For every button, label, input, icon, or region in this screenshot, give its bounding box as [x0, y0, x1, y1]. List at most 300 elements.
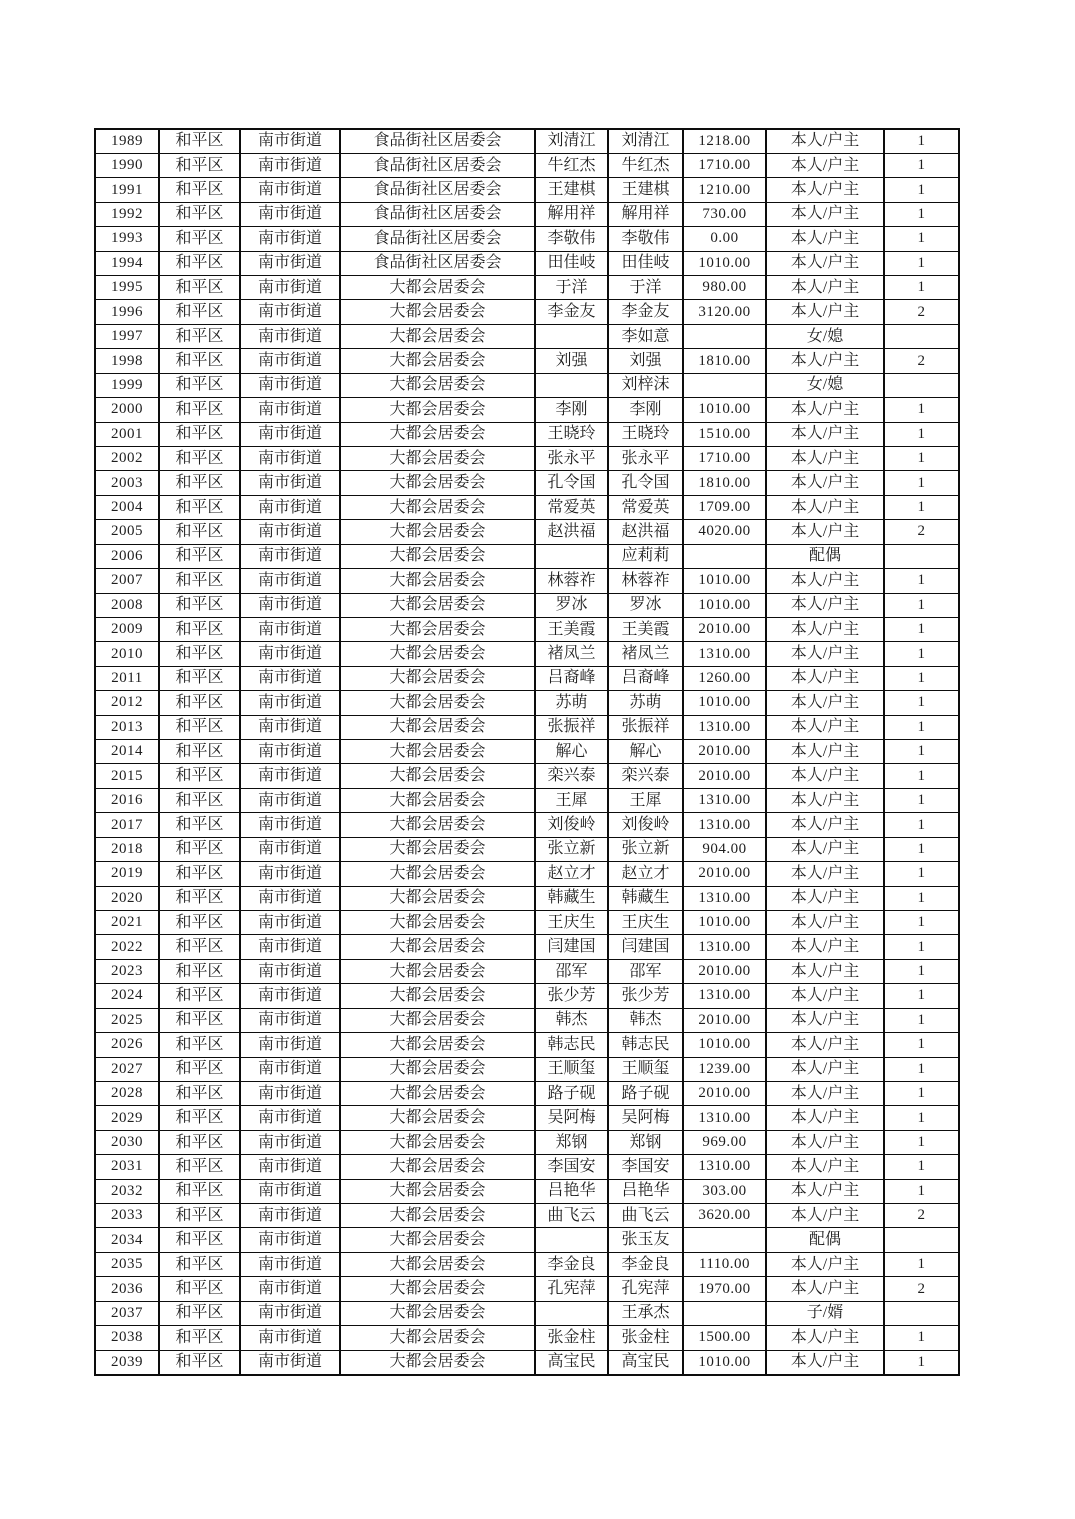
cell-member-name: 李刚 — [608, 398, 683, 422]
cell-serial: 2016 — [95, 788, 159, 812]
cell-relation: 本人/户主 — [766, 691, 884, 715]
cell-street: 南市街道 — [240, 911, 340, 935]
cell-amount — [683, 544, 766, 568]
cell-applicant-name: 李金良 — [535, 1252, 608, 1276]
cell-committee: 大都会居委会 — [340, 617, 535, 641]
cell-member-name: 于洋 — [608, 276, 683, 300]
cell-member-name: 王庆生 — [608, 911, 683, 935]
cell-relation: 本人/户主 — [766, 446, 884, 470]
cell-committee: 大都会居委会 — [340, 837, 535, 861]
cell-amount — [683, 1301, 766, 1325]
cell-amount: 303.00 — [683, 1179, 766, 1203]
cell-serial: 1990 — [95, 153, 159, 177]
table-row — [95, 788, 959, 812]
cell-district: 和平区 — [159, 129, 240, 153]
cell-household-count: 1 — [884, 764, 959, 788]
cell-district: 和平区 — [159, 569, 240, 593]
cell-street: 南市街道 — [240, 1033, 340, 1057]
cell-applicant-name: 韩杰 — [535, 1008, 608, 1032]
cell-serial: 1989 — [95, 129, 159, 153]
cell-committee: 食品街社区居委会 — [340, 178, 535, 202]
cell-street: 南市街道 — [240, 1228, 340, 1252]
cell-applicant-name: 曲飞云 — [535, 1204, 608, 1228]
table-row — [95, 398, 959, 422]
cell-street: 南市街道 — [240, 422, 340, 446]
cell-applicant-name: 苏萌 — [535, 691, 608, 715]
cell-serial: 2004 — [95, 495, 159, 519]
cell-amount: 2010.00 — [683, 764, 766, 788]
cell-member-name: 栾兴泰 — [608, 764, 683, 788]
cell-amount: 4020.00 — [683, 520, 766, 544]
cell-member-name: 张立新 — [608, 837, 683, 861]
cell-amount: 730.00 — [683, 202, 766, 226]
cell-committee: 大都会居委会 — [340, 1301, 535, 1325]
cell-applicant-name: 刘清江 — [535, 129, 608, 153]
cell-applicant-name — [535, 1301, 608, 1325]
cell-street: 南市街道 — [240, 1130, 340, 1154]
cell-household-count: 1 — [884, 862, 959, 886]
cell-relation: 本人/户主 — [766, 1033, 884, 1057]
cell-serial: 2011 — [95, 666, 159, 690]
cell-household-count: 1 — [884, 446, 959, 470]
cell-street: 南市街道 — [240, 1252, 340, 1276]
cell-serial: 1999 — [95, 373, 159, 397]
cell-applicant-name: 李金友 — [535, 300, 608, 324]
cell-member-name: 王犀 — [608, 788, 683, 812]
cell-district: 和平区 — [159, 471, 240, 495]
cell-household-count: 2 — [884, 1277, 959, 1301]
cell-household-count: 1 — [884, 886, 959, 910]
cell-street: 南市街道 — [240, 642, 340, 666]
table-row — [95, 959, 959, 983]
cell-street: 南市街道 — [240, 251, 340, 275]
cell-district: 和平区 — [159, 813, 240, 837]
cell-committee: 大都会居委会 — [340, 1033, 535, 1057]
cell-amount: 1970.00 — [683, 1277, 766, 1301]
cell-amount: 1810.00 — [683, 349, 766, 373]
cell-amount: 1239.00 — [683, 1057, 766, 1081]
table-row — [95, 495, 959, 519]
cell-applicant-name: 韩藏生 — [535, 886, 608, 910]
cell-household-count: 1 — [884, 911, 959, 935]
table-row — [95, 544, 959, 568]
table-row — [95, 1081, 959, 1105]
cell-household-count: 1 — [884, 1081, 959, 1105]
cell-street: 南市街道 — [240, 740, 340, 764]
cell-applicant-name: 郑钢 — [535, 1130, 608, 1154]
cell-amount: 1010.00 — [683, 1033, 766, 1057]
cell-amount: 1010.00 — [683, 911, 766, 935]
cell-committee: 大都会居委会 — [340, 862, 535, 886]
cell-applicant-name: 吴阿梅 — [535, 1106, 608, 1130]
cell-member-name: 应莉莉 — [608, 544, 683, 568]
cell-street: 南市街道 — [240, 153, 340, 177]
cell-district: 和平区 — [159, 1106, 240, 1130]
cell-amount — [683, 373, 766, 397]
cell-member-name: 李如意 — [608, 324, 683, 348]
cell-committee: 大都会居委会 — [340, 495, 535, 519]
cell-committee: 食品街社区居委会 — [340, 251, 535, 275]
cell-relation: 本人/户主 — [766, 1326, 884, 1350]
cell-amount: 2010.00 — [683, 959, 766, 983]
table-row — [95, 1204, 959, 1228]
cell-amount: 1310.00 — [683, 1155, 766, 1179]
cell-serial: 2008 — [95, 593, 159, 617]
cell-household-count: 1 — [884, 495, 959, 519]
cell-committee: 大都会居委会 — [340, 471, 535, 495]
cell-street: 南市街道 — [240, 324, 340, 348]
cell-street: 南市街道 — [240, 837, 340, 861]
cell-applicant-name: 孔令国 — [535, 471, 608, 495]
cell-relation: 本人/户主 — [766, 1057, 884, 1081]
cell-applicant-name: 张金柱 — [535, 1326, 608, 1350]
cell-district: 和平区 — [159, 520, 240, 544]
cell-applicant-name: 高宝民 — [535, 1350, 608, 1374]
cell-committee: 大都会居委会 — [340, 764, 535, 788]
cell-serial: 2010 — [95, 642, 159, 666]
cell-relation: 本人/户主 — [766, 1008, 884, 1032]
cell-member-name: 刘清江 — [608, 129, 683, 153]
cell-committee: 大都会居委会 — [340, 276, 535, 300]
cell-relation: 子/婿 — [766, 1301, 884, 1325]
cell-district: 和平区 — [159, 788, 240, 812]
cell-serial: 2039 — [95, 1350, 159, 1374]
cell-serial: 2028 — [95, 1081, 159, 1105]
cell-relation: 本人/户主 — [766, 813, 884, 837]
cell-committee: 大都会居委会 — [340, 911, 535, 935]
cell-relation: 本人/户主 — [766, 520, 884, 544]
cell-serial: 2020 — [95, 886, 159, 910]
table-row — [95, 1301, 959, 1325]
table-row — [95, 227, 959, 251]
cell-serial: 2009 — [95, 617, 159, 641]
cell-applicant-name: 李刚 — [535, 398, 608, 422]
cell-applicant-name: 于洋 — [535, 276, 608, 300]
cell-district: 和平区 — [159, 740, 240, 764]
cell-serial: 2036 — [95, 1277, 159, 1301]
table-row — [95, 471, 959, 495]
cell-household-count: 1 — [884, 1008, 959, 1032]
cell-district: 和平区 — [159, 617, 240, 641]
cell-applicant-name: 田佳岐 — [535, 251, 608, 275]
cell-applicant-name: 张永平 — [535, 446, 608, 470]
cell-applicant-name: 孔宪萍 — [535, 1277, 608, 1301]
cell-household-count: 1 — [884, 617, 959, 641]
cell-street: 南市街道 — [240, 813, 340, 837]
cell-relation: 本人/户主 — [766, 422, 884, 446]
cell-household-count: 2 — [884, 300, 959, 324]
cell-household-count: 1 — [884, 740, 959, 764]
cell-district: 和平区 — [159, 1057, 240, 1081]
table-row — [95, 837, 959, 861]
cell-serial: 1998 — [95, 349, 159, 373]
cell-amount: 0.00 — [683, 227, 766, 251]
cell-amount: 1010.00 — [683, 251, 766, 275]
cell-member-name: 韩藏生 — [608, 886, 683, 910]
cell-relation: 本人/户主 — [766, 178, 884, 202]
cell-district: 和平区 — [159, 1277, 240, 1301]
cell-amount: 1110.00 — [683, 1252, 766, 1276]
cell-district: 和平区 — [159, 544, 240, 568]
cell-district: 和平区 — [159, 862, 240, 886]
cell-district: 和平区 — [159, 422, 240, 446]
cell-household-count: 1 — [884, 398, 959, 422]
cell-relation: 本人/户主 — [766, 984, 884, 1008]
cell-relation: 本人/户主 — [766, 837, 884, 861]
cell-amount: 969.00 — [683, 1130, 766, 1154]
cell-street: 南市街道 — [240, 1277, 340, 1301]
cell-amount — [683, 324, 766, 348]
table-row — [95, 1057, 959, 1081]
cell-member-name: 褚凤兰 — [608, 642, 683, 666]
cell-committee: 大都会居委会 — [340, 1008, 535, 1032]
cell-member-name: 闫建国 — [608, 935, 683, 959]
cell-household-count: 1 — [884, 1155, 959, 1179]
cell-relation: 本人/户主 — [766, 349, 884, 373]
cell-applicant-name — [535, 324, 608, 348]
cell-street: 南市街道 — [240, 569, 340, 593]
cell-street: 南市街道 — [240, 984, 340, 1008]
cell-committee: 大都会居委会 — [340, 520, 535, 544]
cell-applicant-name — [535, 373, 608, 397]
cell-member-name: 苏萌 — [608, 691, 683, 715]
cell-amount: 1709.00 — [683, 495, 766, 519]
cell-serial: 2000 — [95, 398, 159, 422]
table-row — [95, 520, 959, 544]
cell-district: 和平区 — [159, 1130, 240, 1154]
cell-district: 和平区 — [159, 153, 240, 177]
table-row — [95, 715, 959, 739]
cell-relation: 本人/户主 — [766, 251, 884, 275]
cell-member-name: 解心 — [608, 740, 683, 764]
cell-amount: 2010.00 — [683, 617, 766, 641]
cell-household-count: 1 — [884, 227, 959, 251]
cell-committee: 大都会居委会 — [340, 935, 535, 959]
cell-committee: 大都会居委会 — [340, 593, 535, 617]
cell-committee: 大都会居委会 — [340, 1106, 535, 1130]
cell-member-name: 路子砚 — [608, 1081, 683, 1105]
cell-district: 和平区 — [159, 642, 240, 666]
cell-committee: 大都会居委会 — [340, 569, 535, 593]
table-row — [95, 1106, 959, 1130]
cell-amount: 2010.00 — [683, 862, 766, 886]
cell-district: 和平区 — [159, 251, 240, 275]
cell-applicant-name: 王庆生 — [535, 911, 608, 935]
cell-relation: 本人/户主 — [766, 276, 884, 300]
cell-applicant-name: 王犀 — [535, 788, 608, 812]
cell-serial: 2021 — [95, 911, 159, 935]
cell-relation: 本人/户主 — [766, 300, 884, 324]
cell-street: 南市街道 — [240, 1057, 340, 1081]
cell-district: 和平区 — [159, 1252, 240, 1276]
cell-committee: 大都会居委会 — [340, 642, 535, 666]
cell-amount: 1310.00 — [683, 935, 766, 959]
cell-amount: 2010.00 — [683, 1081, 766, 1105]
cell-serial: 2034 — [95, 1228, 159, 1252]
table-row — [95, 1179, 959, 1203]
cell-serial: 2030 — [95, 1130, 159, 1154]
cell-committee: 大都会居委会 — [340, 422, 535, 446]
cell-district: 和平区 — [159, 886, 240, 910]
cell-relation: 本人/户主 — [766, 129, 884, 153]
cell-serial: 2025 — [95, 1008, 159, 1032]
cell-member-name: 田佳岐 — [608, 251, 683, 275]
cell-committee: 大都会居委会 — [340, 373, 535, 397]
cell-relation: 本人/户主 — [766, 471, 884, 495]
cell-relation: 本人/户主 — [766, 593, 884, 617]
cell-serial: 1991 — [95, 178, 159, 202]
cell-relation: 女/媳 — [766, 373, 884, 397]
cell-relation: 本人/户主 — [766, 1106, 884, 1130]
cell-applicant-name: 解用祥 — [535, 202, 608, 226]
cell-district: 和平区 — [159, 1326, 240, 1350]
cell-serial: 2019 — [95, 862, 159, 886]
cell-district: 和平区 — [159, 398, 240, 422]
cell-district: 和平区 — [159, 1350, 240, 1374]
cell-household-count: 2 — [884, 1204, 959, 1228]
table-row — [95, 153, 959, 177]
cell-committee: 大都会居委会 — [340, 788, 535, 812]
cell-household-count: 1 — [884, 1057, 959, 1081]
cell-member-name: 韩杰 — [608, 1008, 683, 1032]
cell-street: 南市街道 — [240, 959, 340, 983]
cell-member-name: 张金柱 — [608, 1326, 683, 1350]
cell-member-name: 王美霞 — [608, 617, 683, 641]
cell-member-name: 李敬伟 — [608, 227, 683, 251]
cell-district: 和平区 — [159, 373, 240, 397]
cell-serial: 2013 — [95, 715, 159, 739]
cell-member-name: 郑钢 — [608, 1130, 683, 1154]
cell-committee: 大都会居委会 — [340, 1326, 535, 1350]
cell-district: 和平区 — [159, 1204, 240, 1228]
cell-amount: 1010.00 — [683, 593, 766, 617]
cell-street: 南市街道 — [240, 129, 340, 153]
cell-district: 和平区 — [159, 1228, 240, 1252]
cell-street: 南市街道 — [240, 1301, 340, 1325]
cell-household-count: 1 — [884, 715, 959, 739]
table-row — [95, 1326, 959, 1350]
cell-relation: 配偶 — [766, 1228, 884, 1252]
cell-member-name: 张振祥 — [608, 715, 683, 739]
cell-serial: 2006 — [95, 544, 159, 568]
cell-household-count: 1 — [884, 837, 959, 861]
cell-relation: 配偶 — [766, 544, 884, 568]
table-row — [95, 666, 959, 690]
cell-street: 南市街道 — [240, 886, 340, 910]
cell-relation: 本人/户主 — [766, 1350, 884, 1374]
cell-relation: 本人/户主 — [766, 959, 884, 983]
cell-street: 南市街道 — [240, 178, 340, 202]
cell-district: 和平区 — [159, 959, 240, 983]
cell-street: 南市街道 — [240, 398, 340, 422]
cell-applicant-name: 张立新 — [535, 837, 608, 861]
cell-member-name: 牛红杰 — [608, 153, 683, 177]
cell-street: 南市街道 — [240, 1350, 340, 1374]
cell-household-count — [884, 324, 959, 348]
cell-applicant-name: 邵军 — [535, 959, 608, 983]
cell-street: 南市街道 — [240, 373, 340, 397]
cell-household-count: 1 — [884, 276, 959, 300]
cell-serial: 2015 — [95, 764, 159, 788]
cell-member-name: 张少芳 — [608, 984, 683, 1008]
table-row — [95, 911, 959, 935]
cell-household-count: 1 — [884, 691, 959, 715]
cell-household-count: 1 — [884, 935, 959, 959]
cell-amount: 904.00 — [683, 837, 766, 861]
cell-street: 南市街道 — [240, 764, 340, 788]
cell-amount: 1310.00 — [683, 715, 766, 739]
table-body — [95, 129, 959, 1375]
cell-applicant-name: 闫建国 — [535, 935, 608, 959]
cell-district: 和平区 — [159, 837, 240, 861]
cell-amount: 1710.00 — [683, 446, 766, 470]
cell-applicant-name: 王晓玲 — [535, 422, 608, 446]
cell-serial: 1994 — [95, 251, 159, 275]
cell-household-count — [884, 1228, 959, 1252]
cell-applicant-name: 刘强 — [535, 349, 608, 373]
table-row — [95, 324, 959, 348]
cell-street: 南市街道 — [240, 227, 340, 251]
cell-serial: 2026 — [95, 1033, 159, 1057]
cell-street: 南市街道 — [240, 1106, 340, 1130]
cell-committee: 大都会居委会 — [340, 1204, 535, 1228]
cell-amount: 1710.00 — [683, 153, 766, 177]
cell-applicant-name: 吕艳华 — [535, 1179, 608, 1203]
table-row — [95, 446, 959, 470]
cell-household-count: 1 — [884, 959, 959, 983]
cell-household-count: 1 — [884, 642, 959, 666]
cell-committee: 大都会居委会 — [340, 1179, 535, 1203]
cell-household-count: 1 — [884, 153, 959, 177]
cell-street: 南市街道 — [240, 300, 340, 324]
table-row — [95, 178, 959, 202]
cell-household-count: 2 — [884, 349, 959, 373]
table-row — [95, 617, 959, 641]
cell-relation: 本人/户主 — [766, 1130, 884, 1154]
cell-amount: 1310.00 — [683, 1106, 766, 1130]
cell-committee: 大都会居委会 — [340, 959, 535, 983]
cell-member-name: 孔宪萍 — [608, 1277, 683, 1301]
cell-relation: 本人/户主 — [766, 227, 884, 251]
cell-amount: 2010.00 — [683, 1008, 766, 1032]
cell-household-count: 1 — [884, 984, 959, 1008]
cell-street: 南市街道 — [240, 691, 340, 715]
cell-street: 南市街道 — [240, 1081, 340, 1105]
table-row — [95, 1130, 959, 1154]
cell-applicant-name: 赵立才 — [535, 862, 608, 886]
cell-household-count: 1 — [884, 1350, 959, 1374]
cell-district: 和平区 — [159, 1179, 240, 1203]
cell-household-count — [884, 1301, 959, 1325]
cell-serial: 2031 — [95, 1155, 159, 1179]
table-row — [95, 984, 959, 1008]
table-row — [95, 1033, 959, 1057]
cell-amount: 1310.00 — [683, 642, 766, 666]
cell-applicant-name: 路子砚 — [535, 1081, 608, 1105]
cell-amount: 1218.00 — [683, 129, 766, 153]
table-row — [95, 373, 959, 397]
cell-serial: 2032 — [95, 1179, 159, 1203]
cell-relation: 本人/户主 — [766, 1081, 884, 1105]
cell-committee: 大都会居委会 — [340, 715, 535, 739]
cell-amount: 1210.00 — [683, 178, 766, 202]
cell-amount: 3620.00 — [683, 1204, 766, 1228]
table-row — [95, 813, 959, 837]
cell-household-count: 1 — [884, 178, 959, 202]
cell-relation: 本人/户主 — [766, 1155, 884, 1179]
cell-household-count: 1 — [884, 593, 959, 617]
cell-serial: 1997 — [95, 324, 159, 348]
